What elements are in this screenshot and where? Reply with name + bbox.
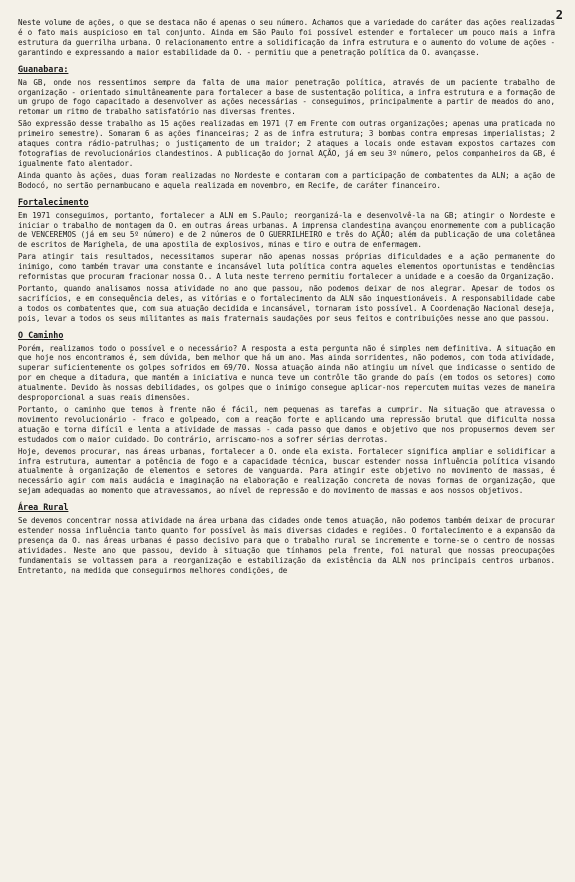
guanabara-paragraph-2: São expressão desse trabalho as 15 ações realizadas em 1971 (7 em Frente com outras organizações; apenas uma praticada no primeiro semestre). Somaram 6 as ações financeiras; 2 as de infra estrutura; 3 bombas contra empresas imperialistas; 2 ataques contra rádio-patrulhas; o justiçamento de um traidor; 2 ataques a locais onde estavam expostos cartazes com fotografias de revolucionários clandestinos. A publicação do jornal AÇÃO, já em seu 3º número, pelos companheiros da GB, é igualmente fato alentador. [18, 119, 555, 168]
section-title-guanabara: Guanabara: [18, 63, 69, 74]
caminho-paragraph-2: Portanto, o caminho que temos à frente não é fácil, nem pequenas as tarefas a cumprir. Na situação que atravessa o movimento revolucionário - fraco e golpeado, com a reação forte e aplicando uma repressão brutal que dificulta nossa atuação e torna difícil e lenta a atividade de massas - cada passo que damos e objetivo que nos propusermos devem ser estudados com o maior cuidado. Do contrário, arriscamo-nos a sofrer sérias derrotas. [18, 405, 555, 444]
page-number: 2 [555, 8, 563, 22]
guanabara-paragraph-3: Ainda quanto às ações, duas foram realizadas no Nordeste e contaram com a participação de combatentes da ALN; a ação de Bodocó, no sertão pernambucano e aquela realizada em novembro, em Recife, de caráter financeiro. [18, 170, 555, 190]
fortalecimento-paragraph-1: Em 1971 conseguimos, portanto, fortalecer a ALN em S.Paulo; reorganizá-la e desenvolvê-la na GB; atingir o Nordeste e iniciar o trabalho de montagem da O. em outras áreas urbanas. A imprensa clandestina avançou enormemente com a publicação de VENCEREMOS (já em seu 5º número) e de 2 números de O GUERRILHEIRO e três do AÇÃO; além da publicação de uma coletânea de escritos de Marighela, de uma apostila de explosivos, minas e tiro e outra de enfermagem. [18, 210, 555, 250]
fortalecimento-paragraph-3: Portanto, quando analisamos nossa atividade no ano que passou, não podemos deixar de nos alegrar. Apesar de todos os sacrifícios, e em consequência deles, as vitórias e o fortalecimento da ALN são inquestionáveis. A responsabilidade cabe a todos os combatentes que, com sua atuação decidida e incansável, tornaram isto possível. A Coordenação Nacional deseja, pois, levar a todos os seus militantes as mais fraternais saudações por seus feitos e contribuições nesse ano que passou. [18, 283, 555, 323]
section-title-caminho: O Caminho [18, 329, 64, 340]
area-rural-paragraph-1: Se devemos concentrar nossa atividade na área urbana das cidades onde temos atuação, não podemos também deixar de procurar estender nossa influência tanto quanto for possível às mais diversas cidades e regiões. O fortalecimento e a expansão da presença da O. nas áreas urbanas é passo decisivo para que o trabalho rural se incremente e torne-se o centro de nossas atividades. Neste ano que passou, devido à situação que tínhamos pela frente, foi natural que nossas preocupações fundamentais se voltassem para a reorganização e estabilização da existência da ALN nos principais centros urbanos. Entretanto, na medida que conseguirmos melhores condições, de [18, 516, 555, 575]
guanabara-paragraph-1: Na GB, onde nos ressentimos sempre da falta de uma maior penetração política, através de um paciente trabalho de organização - orientado simultâneamente para fortalecer a base de sustentação política, a infra estrutura e a formação de um grupo de fogo capacitado a desenvolver as ações necessárias - conseguimos, principalmente a partir de meados do ano, retomar um ritmo de trabalho satisfatório nas diversas frentes. [18, 77, 555, 117]
section-title-fortalecimento: Fortalecimento [18, 196, 89, 207]
caminho-paragraph-1: Porém, realizamos todo o possível e o necessário? A resposta a esta pergunta não é simples nem definitiva. A situação em que hoje nos encontramos é, sem dúvida, bem melhor que há um ano. Mas ainda sorridentes, não podemos, com toda atividade, superar suficientemente os golpes sofridos em 69/70. Nossa atuação ainda não atingiu um nível que indicasse o sentido de por em cheque a ditadura, que mantém a iniciativa e nunca teve um contrôle tão grande do país (em todos os setores) como atualmente. Devido às nossas debilidades, os golpes que o inimigo consegue aplicar-nos repercutem muitas vezes de maneira desproporcional a suas reais dimensões. [18, 343, 555, 403]
section-title-area-rural: Área Rural [18, 502, 69, 513]
caminho-paragraph-3: Hoje, devemos procurar, nas áreas urbanas, fortalecer a O. onde ela exista. Fortalecer significa ampliar e solidificar a infra estrutura, aumentar a potência de fogo e a capacidade técnica, buscar estender nossa influência política visando atualmente à organização de elementos e setores de vanguarda. Para atingir este objetivo no movimento de massas, é necessário agir com mais audácia e imaginação na elaboração e realização concreta de novas formas de organização, que sejam adequadas ao momento que atravessamos, ao nível de repressão e do movimento de massas e aos nossos objetivos. [18, 446, 555, 496]
intro-paragraph: Neste volume de ações, o que se destaca não é apenas o seu número. Achamos que a variedade do caráter das ações realizadas é o fato mais auspicioso em tal conjunto. Ainda em São Paulo foi possível estender e fortalecer um pouco mais a infra estrutura da guerrilha urbana. O relacionamento entre a solidificação da infra estrutura e o aumento do volume de ações - garantindo e expressando a maior estabilidade da O. - permitiu que a penetração política da O. avançasse. [18, 18, 555, 57]
fortalecimento-paragraph-2: Para atingir tais resultados, necessitamos superar não apenas nossas próprias dificuldades e a ação permanente do inimigo, como também travar uma constante e incansável luta política contra aqueles elementos oportunistas e tendências reformistas que procuram fracionar nossa O.. A luta neste terreno permitiu fortalecer a unidade e a coesão da Organização. [18, 252, 555, 282]
